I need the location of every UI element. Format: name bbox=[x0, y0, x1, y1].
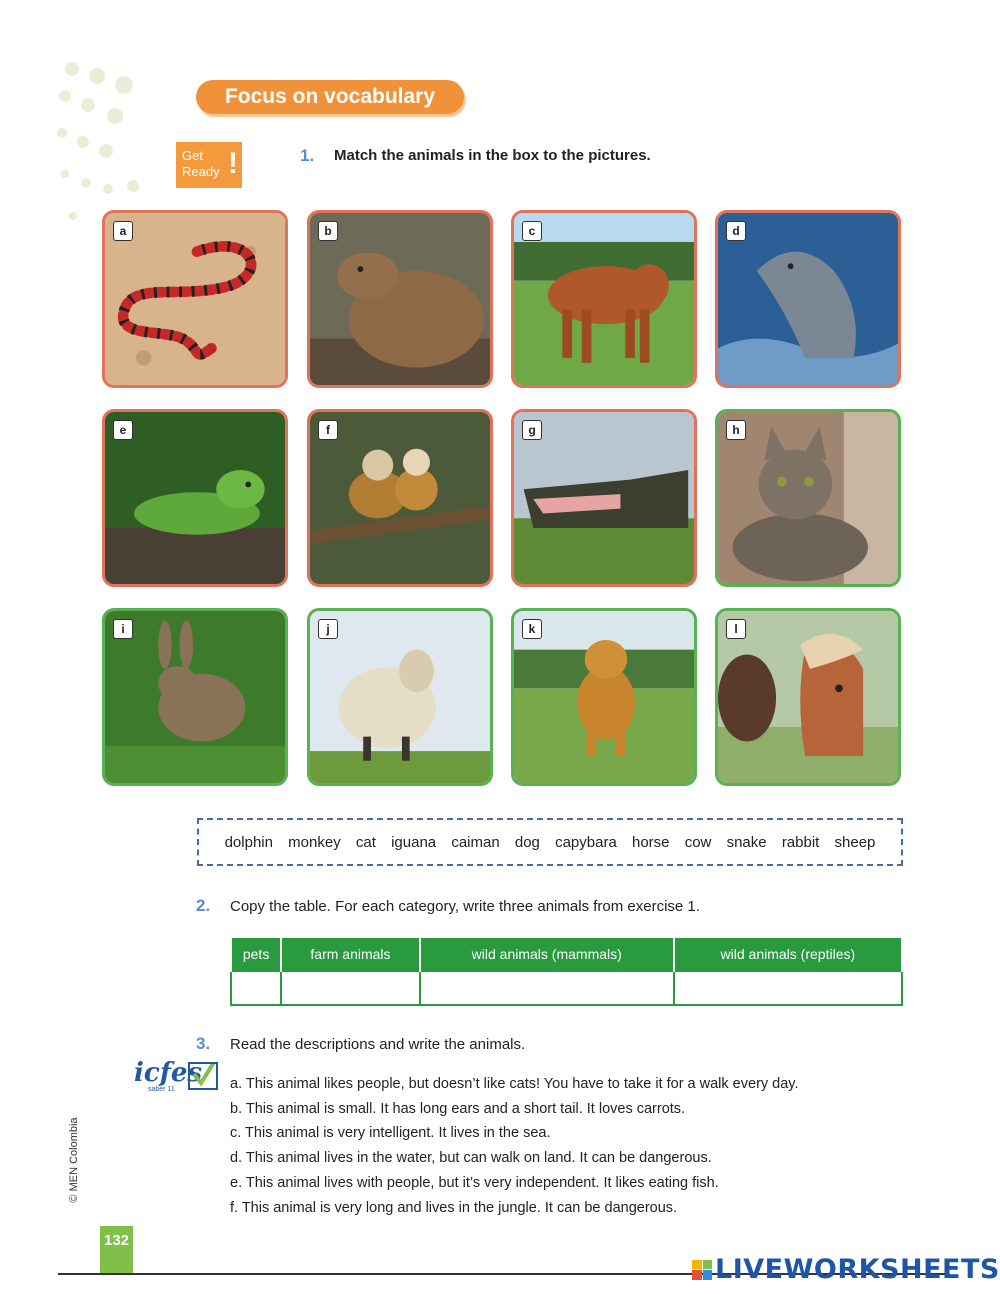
word-dolphin: dolphin bbox=[224, 833, 273, 851]
exclamation-mark: ! bbox=[228, 147, 238, 180]
description-a: a. This animal likes people, but doesn’t like cats! You have to take it for a walk every day. bbox=[230, 1076, 799, 1092]
word-cat: cat bbox=[355, 833, 376, 851]
picture-letter: j bbox=[318, 619, 338, 639]
word-rabbit: rabbit bbox=[781, 833, 820, 851]
word-caiman: caiman bbox=[451, 833, 500, 851]
picture-letter: c bbox=[522, 221, 542, 241]
picture-letter: i bbox=[113, 619, 133, 639]
picture-e-iguana bbox=[102, 409, 288, 587]
word-monkey: monkey bbox=[288, 833, 341, 851]
checkmark-icon bbox=[188, 1062, 218, 1090]
liveworksheets-grid-icon bbox=[692, 1260, 712, 1280]
table-cell-wild-mammals[interactable] bbox=[420, 971, 674, 1005]
get-ready-badge bbox=[176, 142, 242, 188]
exercise-2-instruction: Copy the table. For each category, write three animals from exercise 1. bbox=[230, 898, 700, 915]
picture-g-caiman bbox=[511, 409, 697, 587]
description-b: b. This animal is small. It has long ears and a short tail. It loves carrots. bbox=[230, 1100, 686, 1117]
icfes-logo bbox=[134, 1058, 218, 1098]
picture-letter: e bbox=[113, 420, 133, 440]
picture-letter: d bbox=[726, 221, 746, 241]
description-f: f. This animal is very long and lives in the jungle. It can be dangerous. bbox=[230, 1199, 678, 1216]
picture-l-horse bbox=[715, 608, 901, 786]
word-box bbox=[197, 818, 903, 866]
word-snake: snake bbox=[726, 833, 767, 851]
picture-letter: f bbox=[318, 420, 338, 440]
table-header-wild-mammals: wild animals (mammals) bbox=[420, 937, 674, 971]
copyright-notice bbox=[66, 1102, 82, 1222]
picture-letter: b bbox=[318, 221, 338, 241]
get-ready-label: Get Ready bbox=[182, 148, 220, 179]
exercise-3-number: 3. bbox=[196, 1034, 211, 1053]
exercise-2-number: 2. bbox=[196, 896, 211, 915]
picture-b-capybara bbox=[307, 210, 493, 388]
picture-j-sheep bbox=[307, 608, 493, 786]
exercise-3-instruction: Read the descriptions and write the animals. bbox=[230, 1036, 526, 1053]
table-header-pets: pets bbox=[231, 937, 281, 971]
page-number: 132 bbox=[100, 1226, 133, 1274]
picture-letter: a bbox=[113, 221, 133, 241]
exercise-1-instruction: Match the animals in the box to the pictures. bbox=[334, 147, 651, 164]
description-e: e. This animal lives with people, but it’s very independent. It likes eating fish. bbox=[230, 1174, 719, 1191]
word-horse: horse bbox=[632, 833, 670, 851]
table-header-wild-reptiles: wild animals (reptiles) bbox=[674, 937, 902, 971]
picture-letter: g bbox=[522, 420, 542, 440]
picture-a-snake bbox=[102, 210, 288, 388]
word-cow: cow bbox=[684, 833, 712, 851]
picture-f-monkey bbox=[307, 409, 493, 587]
exercise-1-number: 1. bbox=[300, 146, 315, 165]
description-c: c. This animal is very intelligent. It lives in the sea. bbox=[230, 1125, 551, 1142]
icfes-logo-text: icfes bbox=[134, 1058, 203, 1088]
picture-k-dog bbox=[511, 608, 697, 786]
decorative-dots bbox=[55, 62, 195, 232]
word-sheep: sheep bbox=[834, 833, 876, 851]
table-cell-farm[interactable] bbox=[281, 971, 420, 1005]
icfes-logo-subtext: saber 11 bbox=[148, 1086, 175, 1093]
picture-h-cat bbox=[715, 409, 901, 587]
liveworksheets-logo bbox=[692, 1254, 1000, 1285]
table-header-farm: farm animals bbox=[281, 937, 420, 971]
picture-letter: h bbox=[726, 420, 746, 440]
picture-i-rabbit bbox=[102, 608, 288, 786]
table-cell-pets[interactable] bbox=[231, 971, 281, 1005]
liveworksheets-brand: LIVEWORKSHEETS bbox=[715, 1254, 1000, 1285]
picture-letter: l bbox=[726, 619, 746, 639]
picture-letter: k bbox=[522, 619, 542, 639]
description-d: d. This animal lives in the water, but can walk on land. It can be dangerous. bbox=[230, 1150, 712, 1167]
section-title: Focus on vocabulary bbox=[196, 80, 464, 114]
word-iguana: iguana bbox=[391, 833, 437, 851]
table-cell-wild-reptiles[interactable] bbox=[674, 971, 902, 1005]
picture-c-cow bbox=[511, 210, 697, 388]
copyright-text: © MEN Colombia bbox=[68, 1117, 80, 1203]
word-dog: dog bbox=[514, 833, 540, 851]
word-capybara: capybara bbox=[555, 833, 617, 851]
description-list bbox=[230, 1072, 799, 1220]
category-table bbox=[230, 936, 903, 1006]
picture-d-dolphin bbox=[715, 210, 901, 388]
